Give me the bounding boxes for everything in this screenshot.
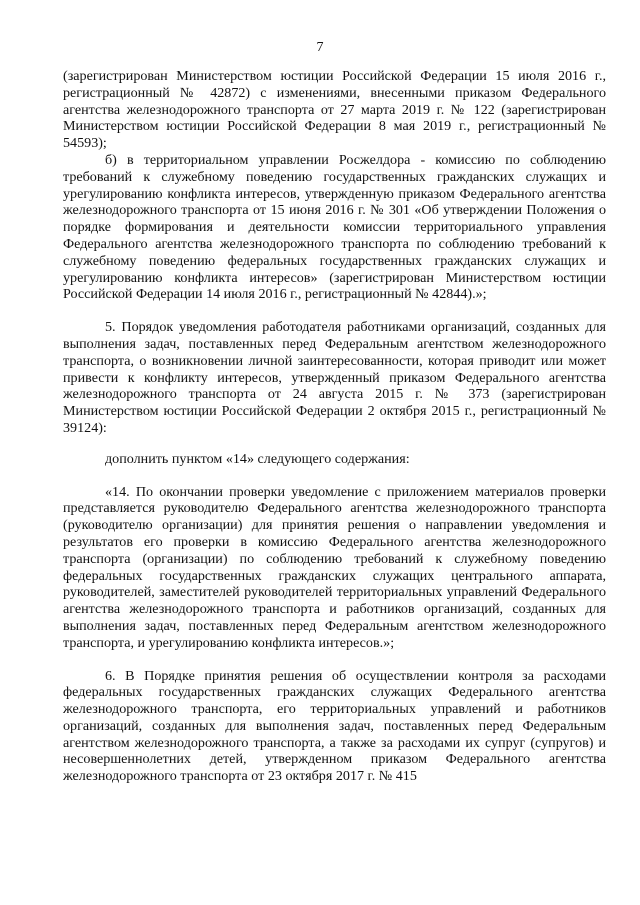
page-number: 7 bbox=[316, 40, 324, 55]
paragraph-registration-continuation: (зарегистрирован Министерством юстиции Российской Федерации 15 июля 2016 г., регистрационный № 42872) с изменениями, внесенными приказом Федерального агентства железнодорожного транспорта от 27 марта 2019 г. № 122 (зарегистрирован Министерством юстиции Российской Федерации 8 мая 2019 г., регистрационный № 54593); bbox=[63, 68, 606, 152]
paragraph-clause-14: «14. По окончании проверки уведомление с приложением материалов проверки представляется руководителю Федерального агентства железнодорожного транспорта (руководителю организации) для принятия решения о направлении уведомления и результатов его проверки в комиссию Федерального агентства железнодорожного транспорта (организации) по соблюдению требований к служебному поведению федеральных государственных гражданских служащих центрального аппарата, руководителей, заместителей руководителей территориальных управлений Федерального агентства железнодорожного транспорта и работников организаций, созданных для выполнения задач, поставленных перед Федеральным агентством железнодорожного транспорта, и урегулированию конфликта интересов.»; bbox=[63, 483, 606, 651]
paragraph-amend-clause: дополнить пунктом «14» следующего содержания: bbox=[105, 450, 410, 467]
paragraph-item-5: 5. Порядок уведомления работодателя работниками организаций, созданных для выполнения задач, поставленных перед Федеральным агентством железнодорожного транспорта, о возникновении личной заинтересованности, которая приводит или может привести к конфликту интересов, утвержденный приказом Федерального агентства железнодорожного транспорта от 24 августа 2015 г. № 373 (зарегистрирован Министерством юстиции Российской Федерации 2 октября 2015 г., регистрационный № 39124): bbox=[63, 319, 606, 436]
paragraph-item-b: б) в территориальном управлении Росжелдора - комиссию по соблюдению требований к служебному поведению государственных гражданских служащих и урегулированию конфликта интересов, утвержденную приказом Федерального агентства железнодорожного транспорта от 15 июня 2016 г. № 301 «Об утверждении Положения о порядке формирования и деятельности комиссии территориального управления Федерального агентства железнодорожного транспорта по соблюдению требований к служебному поведению федеральных государственных гражданских служащих и урегулированию конфликта интересов» (зарегистрирован Министерством юстиции Российской Федерации 14 июля 2016 г., регистрационный № 42844).»; bbox=[63, 151, 606, 303]
document-body bbox=[63, 68, 606, 785]
paragraph-item-6: 6. В Порядке принятия решения об осуществлении контроля за расходами федеральных государственных гражданских служащих Федерального агентства железнодорожного транспорта, его территориальных управлений и работников организаций, созданных для выполнения задач, поставленных перед Федеральным агентством железнодорожного транспорта, а также за расходами их супруг (супругов) и несовершеннолетних детей, утвержденном приказом Федерального агентства железнодорожного транспорта от 23 октября 2017 г. № 415 bbox=[63, 667, 606, 785]
